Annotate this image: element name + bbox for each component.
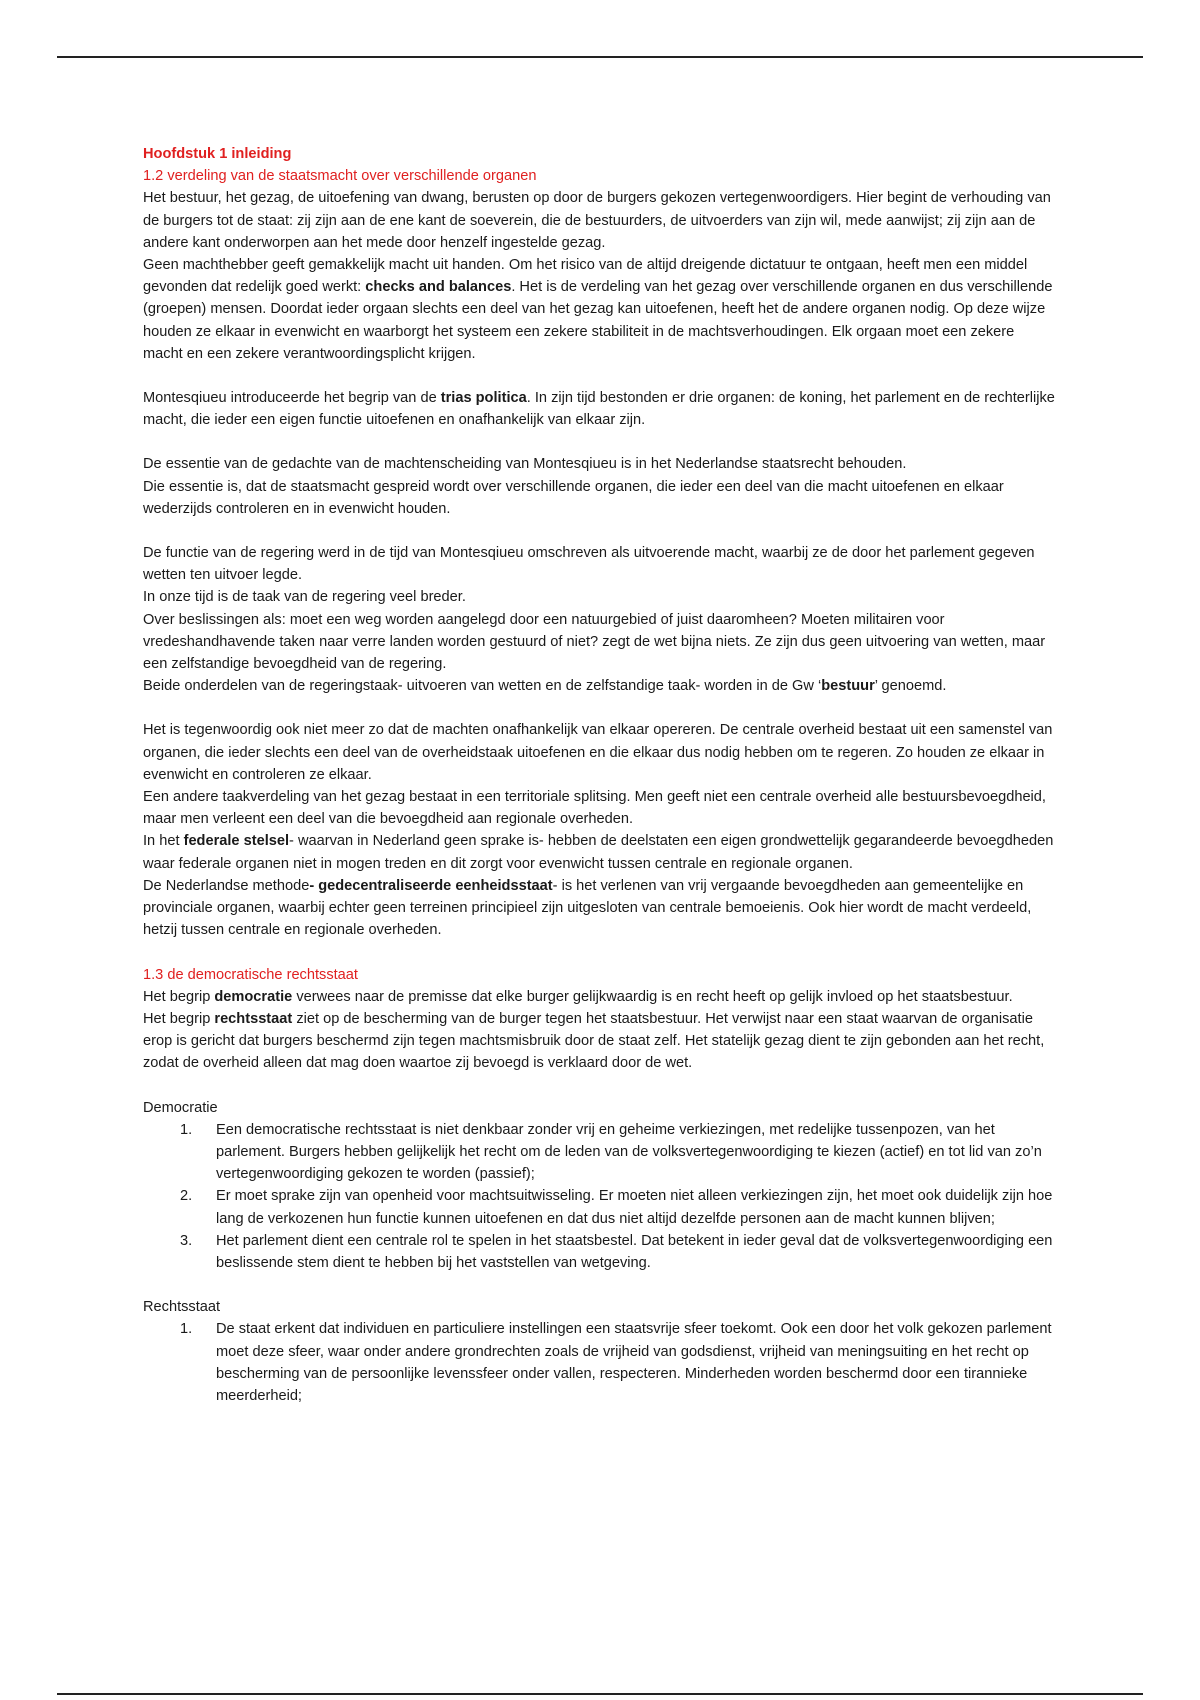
paragraph: Het bestuur, het gezag, de uitoefening van dwang, berusten op door de burgers gekozen vertegenwoordigers. Hier begint de verhouding van de burgers tot de staat: zij zijn aan de ene kant de soeverein, die de bestuurders, de uitvoerders van zijn wil, mede aanwijst; zij zijn aan de andere kant onderworpen aan het mede door henzelf ingestelde gezag. (143, 190, 1051, 251)
paragraph: De Nederlandse methode- gedecentraliseerde eenheidsstaat- is het verlenen van vrij vergaande bevoegdheden aan gemeentelijke en provinciale organen, waarbij echter geen terreinen principieel zijn uitgesloten van centrale bemoeienis. Ook hier wordt de macht verdeeld, hetzij tussen centrale en regionale overheden. (143, 877, 1032, 939)
paragraph: Montesqiueu introduceerde het begrip van de trias politica. In zijn tijd bestonden er drie organen: de koning, het parlement en de rechterlijke macht, die ieder een eigen functie uitoefenen en onafhankelijk van elkaar zijn. (143, 390, 1055, 429)
section-heading-1-3: 1.3 de democratische rechtsstaat (143, 966, 358, 983)
rechtsstaat-list (143, 1318, 1058, 1407)
section-heading-1-2: 1.2 verdeling van de staatsmacht over verschillende organen (143, 168, 537, 185)
paragraph: In het federale stelsel- waarvan in Nederland geen sprake is- hebben de deelstaten een eigen grondwettelijk gegarandeerde bevoegdheden waar federale organen niet in mogen treden en dit zorgt voor evenwicht tussen centrale en regionale organen. (143, 833, 1054, 872)
democratie-label: Democratie (143, 1099, 218, 1116)
footer-rule (57, 1693, 1143, 1695)
democratie-list (143, 1119, 1058, 1274)
paragraph: Over beslissingen als: moet een weg worden aangelegd door een natuurgebied of juist daaromheen? Moeten militairen voor vredeshandhavende taken naar verre landen worden gestuurd of niet? zegt de wet bijna niets. Ze zijn dus geen uitvoering van wetten, maar een zelfstandige bevoegdheid van de regering. (143, 611, 1046, 673)
bold-term: democratie (214, 988, 293, 1005)
document-body (143, 143, 1058, 1407)
paragraph: De essentie van de gedachte van de machtenscheiding van Montesqiueu is in het Nederlandse staatsrecht behouden. (143, 456, 907, 473)
rechtsstaat-label: Rechtsstaat (143, 1299, 221, 1316)
paragraph: Een andere taakverdeling van het gezag bestaat in een territoriale splitsing. Men geeft niet een centrale overheid alle bestuursbevoegdheid, maar men verleent een deel van die bevoegdheid aan regionale overheden. (143, 789, 1046, 828)
bold-term: federale stelsel (183, 833, 290, 850)
bold-term: bestuur (821, 678, 875, 695)
bold-term: - gedecentraliseerde eenheidsstaat (309, 877, 553, 894)
bold-term: trias politica (440, 390, 527, 407)
chapter-heading: Hoofdstuk 1 inleiding (143, 146, 292, 162)
list-item: 3. Het parlement dient een centrale rol te spelen in het staatsbestel. Dat betekent in ieder geval dat de volksvertegenwoordiging een beslissende stem dient te hebben bij het vaststellen van wetgeving. (180, 1232, 1053, 1271)
header-rule (57, 56, 1143, 58)
paragraph: Het begrip democratie verwees naar de premisse dat elke burger gelijkwaardig is en recht heeft op gelijk invloed op het staatsbestuur. (143, 988, 1013, 1005)
paragraph: Geen machthebber geeft gemakkelijk macht uit handen. Om het risico van de altijd dreigende dictatuur te ontgaan, heeft men een middel gevonden dat redelijk goed werkt: checks and balances. Het is de verdeling van het gezag over verschillende organen en dus verschillende (groepen) mensen. Doordat ieder orgaan slechts een deel van het gezag kan uitoefenen, heeft het de andere organen nodig. Op deze wijze houden ze elkaar in evenwicht en waarborgt het systeem een zekere stabiliteit in de machtsverhoudingen. Elk orgaan moet een zekere macht en een zekere verantwoordingsplicht krijgen. (143, 257, 1053, 362)
paragraph: In onze tijd is de taak van de regering veel breder. (143, 589, 466, 606)
bold-term: checks and balances (365, 279, 512, 296)
paragraph: Die essentie is, dat de staatsmacht gespreid wordt over verschillende organen, die ieder een deel van die macht uitoefenen en elkaar wederzijds controleren en in evenwicht houden. (143, 478, 1004, 517)
paragraph: De functie van de regering werd in de tijd van Montesqiueu omschreven als uitvoerende macht, waarbij ze de door het parlement gegeven wetten ten uitvoer legde. (143, 545, 1035, 584)
paragraph: Het is tegenwoordig ook niet meer zo dat de machten onafhankelijk van elkaar opereren. De centrale overheid bestaat uit een samenstel van organen, die ieder slechts een deel van de overheidstaak uitoefenen en die elkaar dus nodig hebben om te regeren. Zo houden ze elkaar in evenwicht en controleren ze elkaar. (143, 722, 1053, 783)
list-item: 1. Een democratische rechtsstaat is niet denkbaar zonder vrij en geheime verkiezingen, met redelijke tussenpozen, van het parlement. Burgers hebben gelijkelijk het recht om de leden van de volksvertegenwoordiging te kiezen (actief) en tot lid van zo’n vertegenwoordiging gekozen te worden (passief); (180, 1121, 1042, 1183)
list-item: 2. Er moet sprake zijn van openheid voor machtsuitwisseling. Er moeten niet alleen verkiezingen zijn, het moet ook duidelijk zijn hoe lang de verkozenen hun functie kunnen uitoefenen en dat dus niet altijd dezelfde personen aan de macht kunnen blijven; (180, 1188, 1053, 1227)
bold-term: rechtsstaat (214, 1010, 293, 1027)
list-item: 1. De staat erkent dat individuen en particuliere instellingen een staatsvrije sfeer toekomt. Ook een door het volk gekozen parlement moet deze sfeer, waar onder andere grondrechten zoals de vrijheid van godsdienst, vrijheid van meningsuiting en het recht op bescherming van de persoonlijke levenssfeer onder vallen, respecteren. Minderheden worden beschermd door een tirannieke meerderheid; (180, 1321, 1052, 1404)
paragraph: Beide onderdelen van de regeringstaak- uitvoeren van wetten en de zelfstandige taak- worden in de Gw ‘bestuur’ genoemd. (143, 678, 947, 695)
paragraph: Het begrip rechtsstaat ziet op de bescherming van de burger tegen het staatsbestuur. Het verwijst naar een staat waarvan de organisatie erop is gericht dat burgers beschermd zijn tegen machtsmisbruik door de staat zelf. Het statelijk gezag dient te zijn gebonden aan het recht, zodat de overheid alleen dat mag doen waartoe zij bevoegd is verklaard door de wet. (143, 1010, 1045, 1072)
